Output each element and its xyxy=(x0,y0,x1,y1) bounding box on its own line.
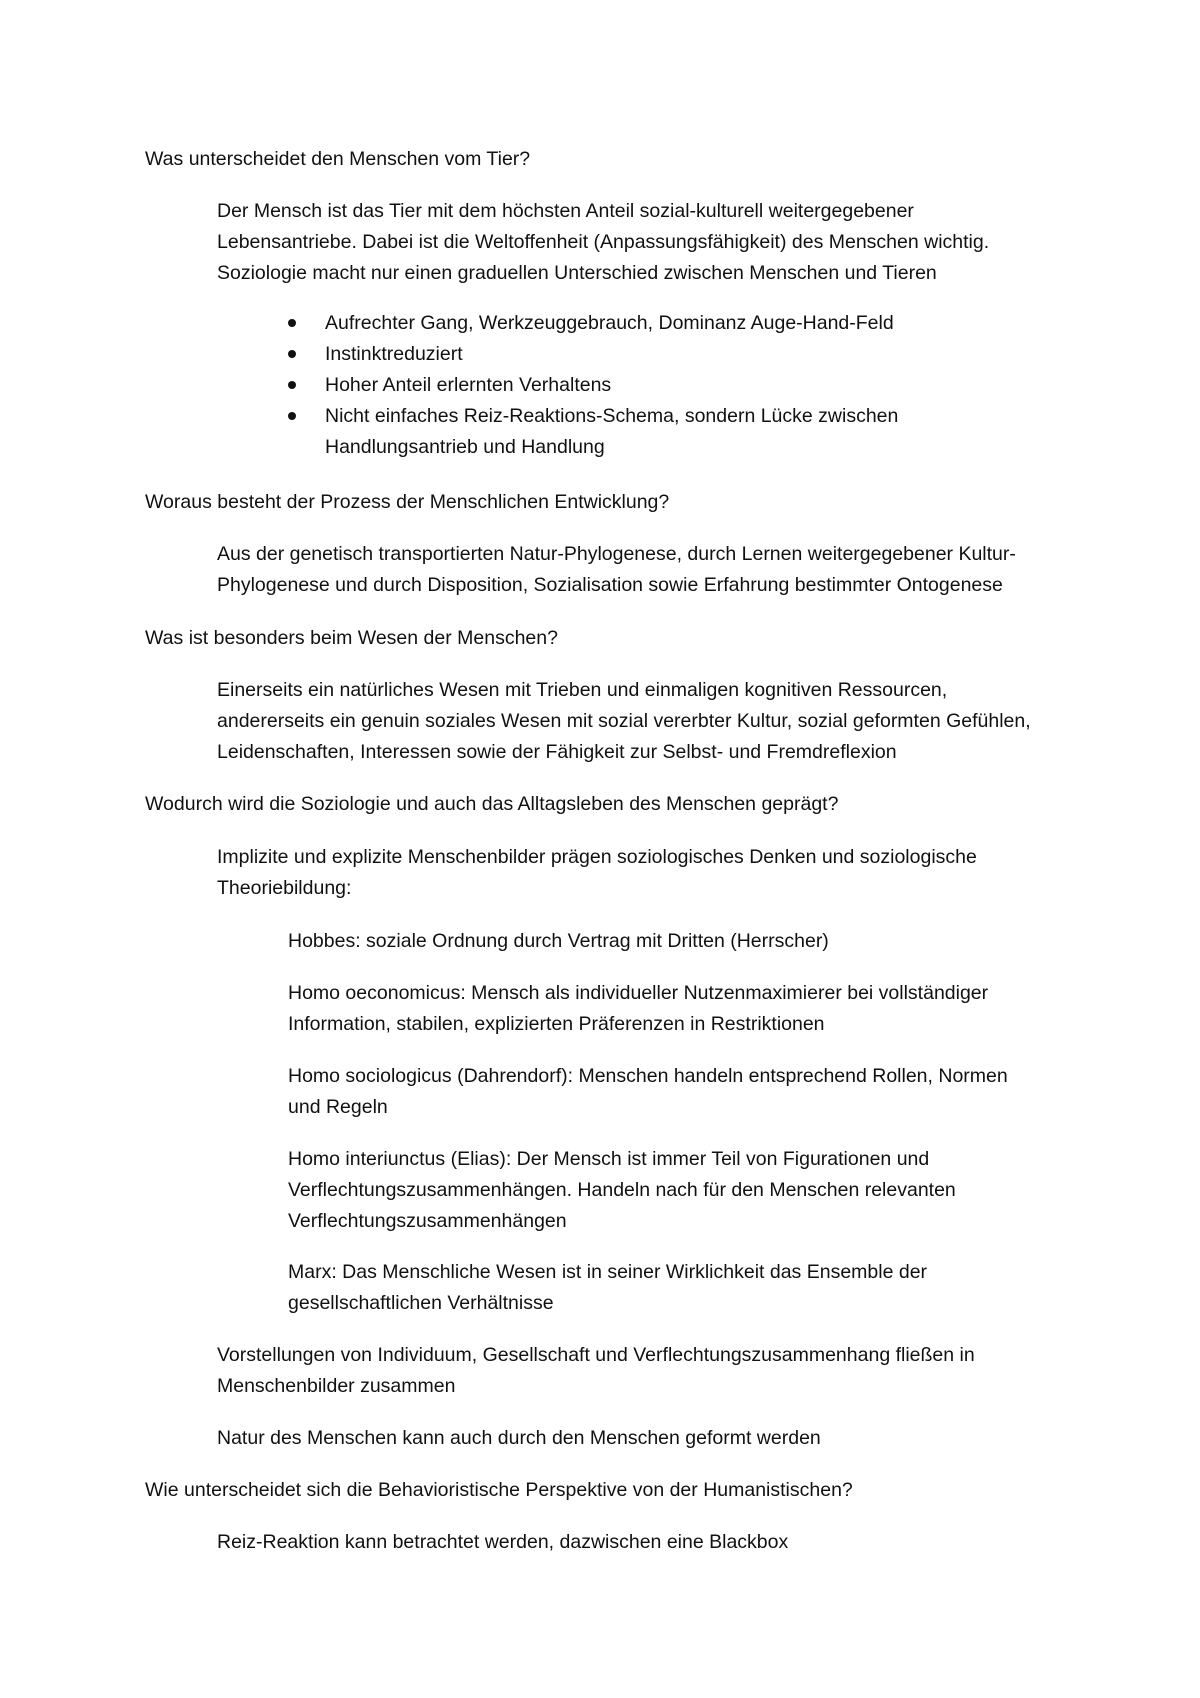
question-text: Woraus besteht der Prozess der Menschlichen Entwicklung? xyxy=(145,491,670,513)
bullet-item xyxy=(325,370,898,401)
answer-line: Einerseits ein natürliches Wesen mit Trieben und einmaligen kognitiven Ressourcen, xyxy=(217,679,948,701)
answer-paragraph xyxy=(217,539,1016,601)
answer-line: Implizite und explizite Menschenbilder prägen soziologisches Denken und soziologische xyxy=(217,846,977,868)
menschenbild-line: Homo oeconomicus: Mensch als individueller Nutzenmaximierer bei vollständiger xyxy=(288,982,989,1004)
question-text: Wodurch wird die Soziologie und auch das Alltagsleben des Menschen geprägt? xyxy=(145,793,839,815)
menschenbild-item xyxy=(288,978,988,1040)
menschenbild-line: gesellschaftlichen Verhältnisse xyxy=(288,1292,554,1314)
menschenbild-item xyxy=(288,1144,956,1237)
question-heading xyxy=(145,623,558,654)
bullet-text: Hoher Anteil erlernten Verhaltens xyxy=(325,374,612,396)
bullet-text: Nicht einfaches Reiz-Reaktions-Schema, sondern Lücke zwischen xyxy=(325,405,899,427)
menschenbild-item xyxy=(288,926,829,957)
menschenbild-item xyxy=(288,1257,927,1319)
answer-paragraph xyxy=(217,1340,975,1402)
bullet-text: Aufrechter Gang, Werkzeuggebrauch, Dominanz Auge-Hand-Feld xyxy=(325,312,894,334)
answer-line: Vorstellungen von Individuum, Gesellschaft und Verflechtungszusammenhang fließen in xyxy=(217,1344,975,1366)
question-text: Wie unterscheidet sich die Behavioristische Perspektive von der Humanistischen? xyxy=(145,1479,853,1501)
answer-line: Reiz-Reaktion kann betrachtet werden, dazwischen eine Blackbox xyxy=(217,1531,789,1553)
question-heading xyxy=(145,1475,853,1506)
answer-line: Phylogenese und durch Disposition, Sozialisation sowie Erfahrung bestimmter Ontogenese xyxy=(217,574,1003,596)
menschenbild-line: Verflechtungszusammenhängen. Handeln nach für den Menschen relevanten xyxy=(288,1179,956,1201)
answer-line: Der Mensch ist das Tier mit dem höchsten Anteil sozial-kulturell weitergegebener xyxy=(217,200,914,222)
menschenbild-line: Marx: Das Menschliche Wesen ist in seiner Wirklichkeit das Ensemble der xyxy=(288,1261,928,1283)
question-heading xyxy=(145,789,838,820)
answer-line: Leidenschaften, Interessen sowie der Fähigkeit zur Selbst- und Fremdreflexion xyxy=(217,741,897,763)
bullet-list xyxy=(325,308,898,463)
answer-paragraph xyxy=(217,1423,821,1454)
menschenbild-line: Homo sociologicus (Dahrendorf): Menschen handeln entsprechend Rollen, Normen xyxy=(288,1065,1008,1087)
menschenbild-line: Hobbes: soziale Ordnung durch Vertrag mit Dritten (Herrscher) xyxy=(288,930,829,952)
question-heading xyxy=(145,487,669,518)
bullet-item xyxy=(325,401,898,463)
answer-line: Theoriebildung: xyxy=(217,877,352,899)
answer-line: Aus der genetisch transportierten Natur-Phylogenese, durch Lernen weitergegebener Kultur- xyxy=(217,543,1016,565)
question-heading xyxy=(145,144,530,175)
question-text: Was unterscheidet den Menschen vom Tier? xyxy=(145,148,531,170)
menschenbild-item xyxy=(288,1061,1008,1123)
answer-line: Menschenbilder zusammen xyxy=(217,1375,456,1397)
answer-line: Lebensantriebe. Dabei ist die Weltoffenheit (Anpassungsfähigkeit) des Menschen wichtig. xyxy=(217,231,990,253)
bullet-item xyxy=(325,308,898,339)
answer-line: andererseits ein genuin soziales Wesen mit sozial vererbter Kultur, sozial geformten Gefühlen, xyxy=(217,710,1031,732)
bullet-text: Handlungsantrieb und Handlung xyxy=(325,436,605,458)
menschenbild-line: Verflechtungszusammenhängen xyxy=(288,1210,567,1232)
menschenbild-line: Homo interiunctus (Elias): Der Mensch ist immer Teil von Figurationen und xyxy=(288,1148,930,1170)
bullet-icon xyxy=(288,412,296,420)
menschenbild-line: Information, stabilen, explizierten Präferenzen in Restriktionen xyxy=(288,1013,825,1035)
menschenbild-line: und Regeln xyxy=(288,1096,388,1118)
bullet-item xyxy=(325,339,898,370)
bullet-icon xyxy=(288,319,296,327)
bullet-icon xyxy=(288,350,296,358)
bullet-text: Instinktreduziert xyxy=(325,343,463,365)
answer-paragraph xyxy=(217,842,977,904)
question-text: Was ist besonders beim Wesen der Menschen? xyxy=(145,627,558,649)
bullet-icon xyxy=(288,381,296,389)
answer-line: Soziologie macht nur einen graduellen Unterschied zwischen Menschen und Tieren xyxy=(217,262,937,284)
answer-paragraph xyxy=(217,196,989,289)
answer-line: Natur des Menschen kann auch durch den Menschen geformt werden xyxy=(217,1427,821,1449)
answer-paragraph xyxy=(217,675,1031,768)
answer-paragraph xyxy=(217,1527,788,1558)
